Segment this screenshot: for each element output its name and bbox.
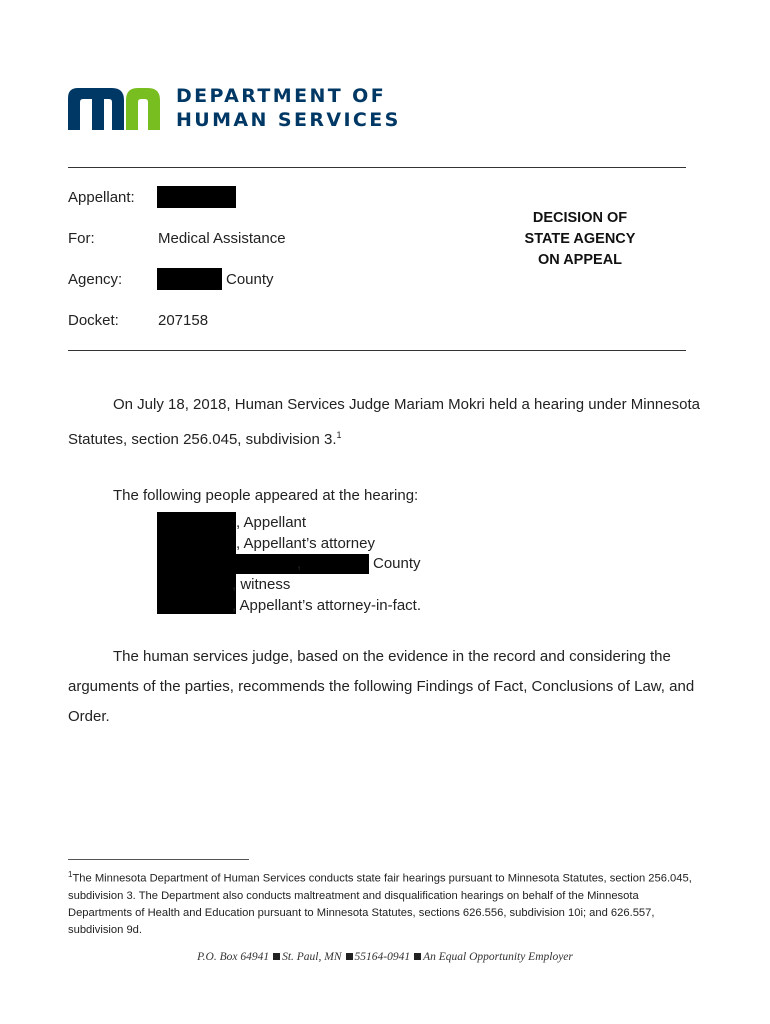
case-info-divider — [68, 350, 686, 351]
department-line-1: DEPARTMENT OF — [176, 85, 387, 107]
recommendation-line-3: Order. — [68, 708, 110, 725]
square-bullet-icon — [414, 953, 421, 960]
attendee-attorney-in-fact-role: , Appellant’s attorney-in-fact. — [232, 597, 421, 614]
attendee-county-comma: , — [297, 555, 302, 572]
footnote — [68, 866, 693, 939]
attendee-county-word: County — [373, 555, 421, 572]
page-footer — [0, 951, 770, 963]
decision-title-line-2: STATE AGENCY — [524, 231, 636, 247]
attendee-witness-role: , witness — [232, 576, 291, 593]
footer-tagline: An Equal Opportunity Employer — [423, 951, 573, 963]
docket-number: 207158 — [158, 312, 209, 329]
footer-city: St. Paul, MN — [282, 951, 342, 963]
footer-po-box: P.O. Box 64941 — [197, 951, 270, 963]
footnote-text: The Minnesota Department of Human Services conducts state fair hearings pursuant to Minnesota Statutes, section 256.045, subdivision 3. The Department also conducts maltreatment and disqualification hearings on behalf of the Minnesota Departments of Health and Education pursuant to Minnesota Statutes, sections 626.556, subdivision 10i; and 626.557, subdivision 9d. — [68, 872, 692, 936]
appellant-redaction — [157, 186, 236, 208]
footnote-divider — [68, 859, 249, 860]
square-bullet-icon — [273, 953, 280, 960]
attendee-appellant-role: , Appellant — [236, 514, 307, 531]
attendees-redaction-block — [157, 512, 236, 614]
department-line-2: HUMAN SERVICES — [176, 109, 401, 131]
intro-line-2 — [68, 420, 342, 455]
intro-line-1: On July 18, 2018, Human Services Judge Mariam Mokri held a hearing under Minnesota — [113, 396, 700, 413]
footnote-reference: 1 — [336, 430, 342, 440]
appearances-heading: The following people appeared at the hearing: — [113, 487, 419, 504]
decision-title — [500, 208, 660, 271]
for-label: For: — [68, 230, 95, 247]
agency-label: Agency: — [68, 271, 123, 288]
decision-title-line-1: DECISION OF — [532, 210, 628, 226]
attendee-attorney-role: , Appellant’s attorney — [236, 535, 375, 552]
recommendation-line-1: The human services judge, based on the evidence in the record and considering the — [113, 648, 671, 665]
header-divider — [68, 167, 686, 168]
agency-county: County — [226, 271, 274, 288]
square-bullet-icon — [346, 953, 353, 960]
for-value: Medical Assistance — [158, 230, 286, 247]
appellant-label: Appellant: — [68, 189, 135, 206]
decision-title-line-3: ON APPEAL — [537, 252, 623, 268]
footnote-number: 1 — [68, 870, 73, 879]
intro-line-2-text: Statutes, section 256.045, subdivision 3. — [68, 431, 337, 448]
docket-label: Docket: — [68, 312, 119, 329]
county-name-redaction — [302, 554, 369, 574]
agency-redaction — [157, 268, 222, 290]
footer-zip: 55164-0941 — [354, 951, 411, 963]
recommendation-line-2: arguments of the parties, recommends the following Findings of Fact, Conclusions of Law, and — [68, 678, 695, 695]
mn-logo-mark — [68, 84, 178, 130]
department-name — [176, 84, 401, 132]
